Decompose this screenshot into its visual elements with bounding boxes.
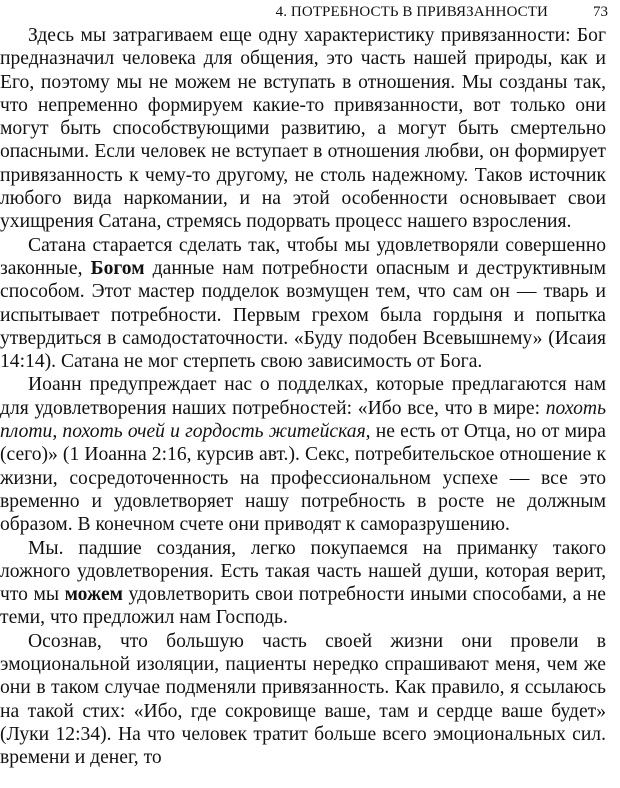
- italic-text-run: похоть плоти, похоть очей и гордость житейская,: [0, 397, 606, 443]
- text-run: Мы. падшие создания, легко покупаемся на приманку такого ложного удовлетворения. Есть такая часть нашей души, которая верит, что мы: [0, 537, 606, 606]
- bold-text-run: можем: [64, 584, 123, 606]
- text-run: Иоанн предупреждает нас о подделках, которые предлагаются нам для удовлетворения наших потребностей: «Ибо все, что в мире:: [0, 374, 606, 419]
- running-header: [0, 2, 620, 22]
- text-run: Осознав, что большую часть своей жизни они провели в эмоциональной изоляции, пациенты нередко спрашивают меня, чем же они в таком случае подменяли привязанность. Как правило, я ссылаюсь на такой стих: «Ибо, где сокровище ваше, там и сердце ваше будет» (Луки 12:34). На что человек тратит больше всего эмоциональных сил. времени и денег, то: [0, 630, 606, 769]
- body-text: [0, 24, 606, 770]
- paragraph: [0, 630, 606, 770]
- text-run: не есть от Отца, но от мира (сего)» (1 Иоанна 2:16, курсив авт.). Секс, потребительское отношение к жизни, сосредоточенность на профессиональном успехе — все это временно и удовлетворяет нашу потребность в росте не должным образом. В конечном счете они приводят к саморазрушению.: [0, 421, 606, 536]
- paragraph: [0, 537, 606, 630]
- paragraph: [0, 24, 606, 234]
- chapter-running-title: 4. ПОТРЕБНОСТЬ В ПРИВЯЗАННОСТИ: [275, 4, 548, 20]
- bold-text-run: Богом: [90, 257, 145, 279]
- text-run: Здесь мы затрагиваем еще одну характеристику привязанности: Бог предназначил человека для общения, это часть нашей природы, как и Его, поэтому мы не можем не вступать в отношения. Мы созданы так, что непременно формируем какие-то привязанности, вот только они могут быть способствующими развитию, а могут быть смертельно опасными. Если человек не вступает в отношения любви, он формирует привязанность к чему-то другому, не столь надежному. Таков источник любого вида наркомании, и на этой особенности основывает свои ухищрения Сатана, стремясь подорвать процесс нашего взросления.: [0, 25, 606, 233]
- page-number: 73: [593, 4, 608, 20]
- paragraph: [0, 234, 606, 374]
- text-run: данные нам потребности опасным и деструктивным способом. Этот мастер подделок возмущен тем, что сам он — тварь и испытывает потребности. Первым грехом была гордыня и попытка утвердиться в самодостаточности. «Буду подобен Всевышнему» (Исаия 14:14). Сатана не мог стерпеть свою зависимость от Бога.: [0, 257, 606, 373]
- text-run: Сатана старается сделать так, чтобы мы удовлетворяли совершенно законные,: [0, 234, 606, 279]
- paragraph: [0, 373, 606, 536]
- text-run: удовлетворить свои потребности иными способами, а не теми, что предложил нам Господь.: [0, 584, 606, 629]
